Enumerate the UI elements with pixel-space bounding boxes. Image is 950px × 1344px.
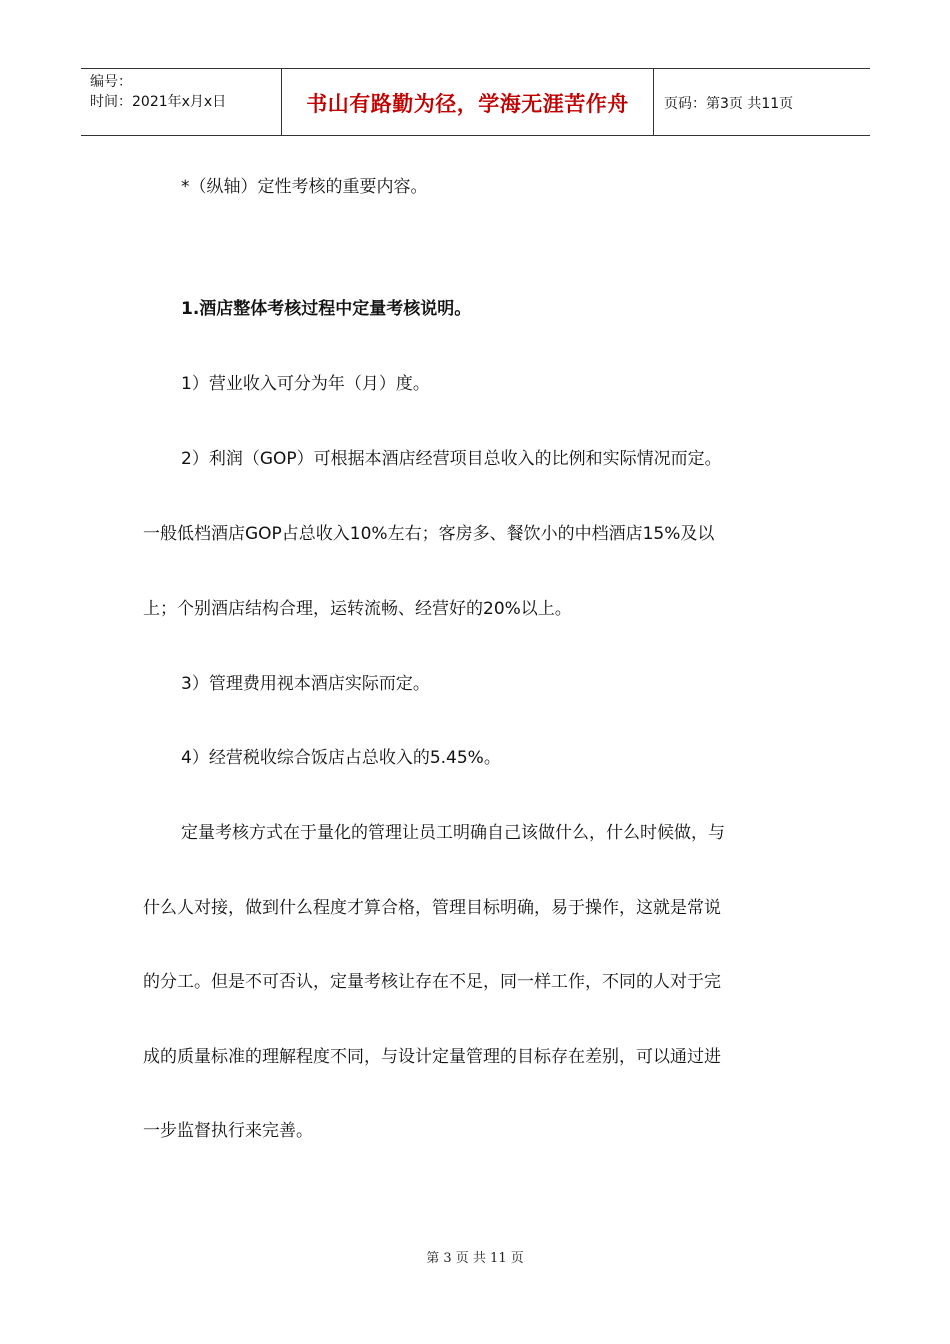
paragraph-line-5: 一步监督执行来完善。 [143, 1121, 313, 1141]
paragraph-line-4: 成的质量标准的理解程度不同，与设计定量管理的目标存在差别，可以通过进 [143, 1047, 721, 1067]
header-motto-cell [282, 69, 654, 135]
document-number-label: 编号： [90, 74, 132, 90]
header-table [81, 68, 870, 136]
paragraph-line-1: 定量考核方式在于量化的管理让员工明确自己该做什么，什么时候做，与 [181, 823, 725, 843]
document-time-label: 时间：2021年x月x日 [90, 94, 227, 110]
header-page-cell [654, 69, 870, 135]
list-item-profit-cont-1: 一般低档酒店GOP占总收入10%左右；客房多、餐饮小的中档酒店15%及以 [143, 524, 715, 544]
list-item-revenue: 1）营业收入可分为年（月）度。 [181, 374, 430, 394]
header-page-info: 页码：第3页 共11页 [664, 96, 794, 112]
list-item-management-cost: 3）管理费用视本酒店实际而定。 [181, 674, 430, 694]
header-motto: 书山有路勤为径，学海无涯苦作舟 [306, 91, 629, 116]
section-heading: 1.酒店整体考核过程中定量考核说明。 [181, 299, 472, 319]
list-item-tax: 4）经营税收综合饭店占总收入的5.45%。 [181, 748, 501, 768]
list-item-profit-cont-2: 上；个别酒店结构合理，运转流畅、经营好的20%以上。 [143, 599, 572, 619]
list-item-profit: 2）利润（GOP）可根据本酒店经营项目总收入的比例和实际情况而定。 [181, 449, 722, 469]
header-left-cell [81, 69, 282, 135]
page-footer: 第 3 页 共 11 页 [426, 1251, 524, 1266]
paragraph-line-2: 什么人对接，做到什么程度才算合格，管理目标明确，易于操作，这就是常说 [143, 898, 721, 918]
paragraph-line-3: 的分工。但是不可否认，定量考核让存在不足，同一样工作，不同的人对于完 [143, 972, 721, 992]
paragraph-vertical-axis-note: *（纵轴）定性考核的重要内容。 [181, 177, 428, 197]
